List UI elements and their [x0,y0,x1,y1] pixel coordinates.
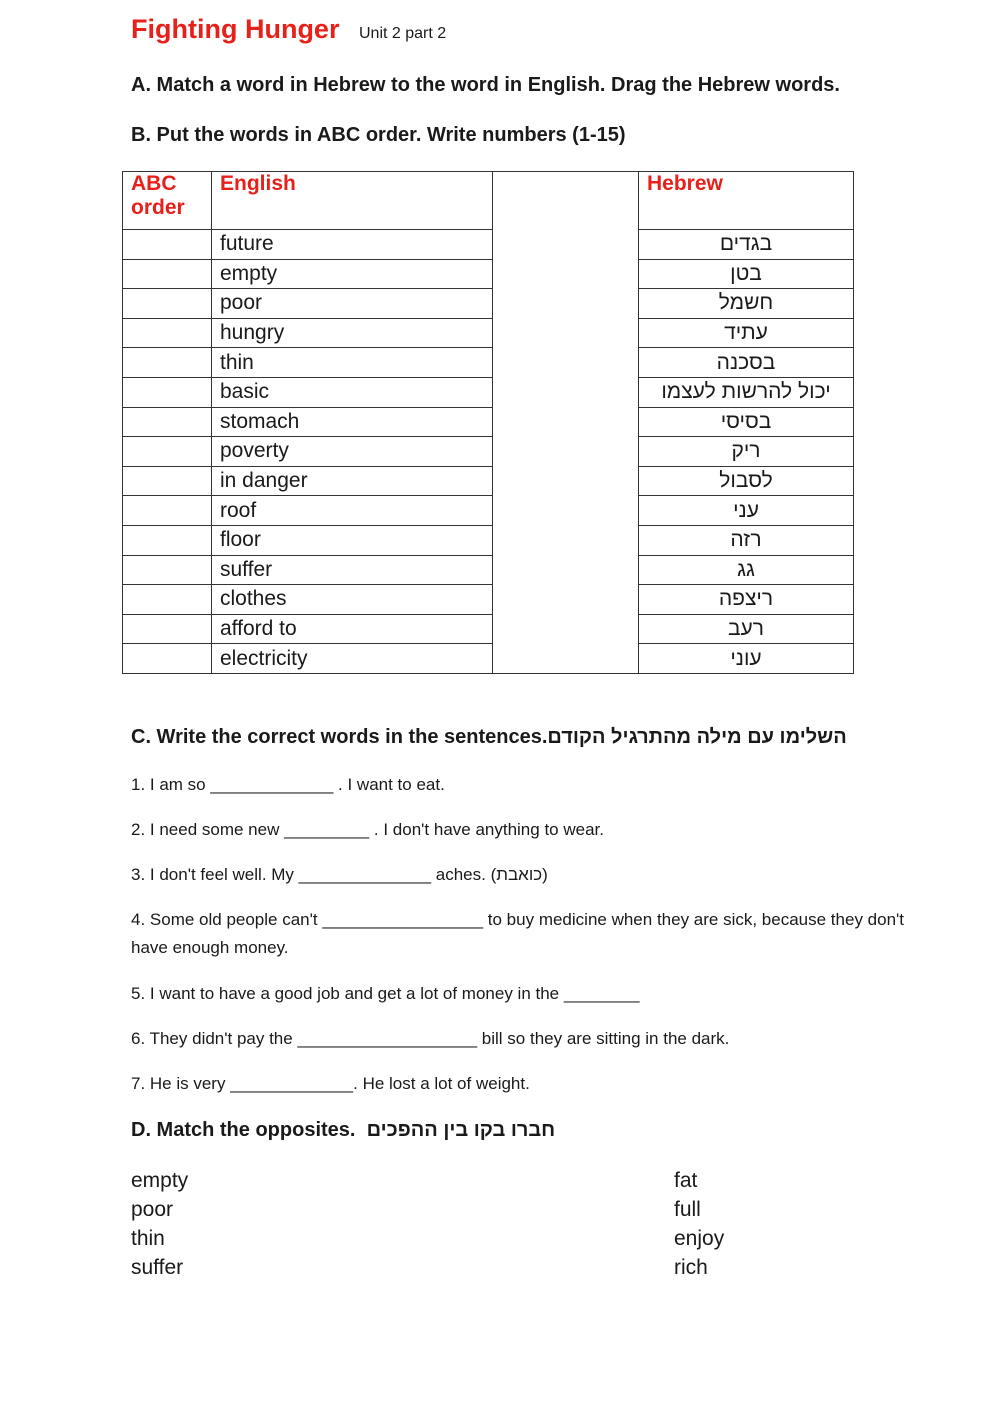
vocab-table [122,171,854,674]
english-word: electricity [212,644,493,674]
section-c-heading [131,726,847,749]
table-row [123,437,854,467]
section-b-heading: B. Put the words in ABC order. Write numbers (1-15) [131,124,626,146]
table-row [123,348,854,378]
sentence-2 [131,816,604,844]
hebrew-word[interactable]: ריק [639,437,854,467]
english-word: hungry [212,318,493,348]
opposite-left-item[interactable]: poor [131,1198,174,1221]
section-d-heading-he: חברו בקו בין ההפכים [366,1119,556,1141]
table-row [123,644,854,674]
order-input[interactable] [123,585,212,615]
sentence-text: ) [542,865,548,884]
section-d-heading [131,1119,555,1142]
order-input[interactable] [123,259,212,289]
opposites-right-list [674,1166,724,1282]
english-word: thin [212,348,493,378]
table-row [123,525,854,555]
opposite-right-item[interactable]: full [674,1198,701,1221]
sentence-text: 5. I want to have a good job and get a lot of money in the [131,984,564,1003]
opposite-left-item[interactable]: thin [131,1227,165,1250]
english-word: in danger [212,466,493,496]
page-subtitle: Unit 2 part 2 [359,25,447,42]
table-row [123,407,854,437]
header-abc-order: ABC order [123,172,212,230]
hebrew-word[interactable]: חשמל [639,289,854,319]
sentence-1 [131,771,445,799]
order-input[interactable] [123,437,212,467]
sentence-text: . I don't have anything to wear. [369,820,604,839]
table-row [123,377,854,407]
table-row [123,230,854,260]
hebrew-word[interactable]: עתיד [639,318,854,348]
page-title: Fighting Hunger [131,14,340,44]
english-word: stomach [212,407,493,437]
sentence-text: bill so they are sitting in the dark. [477,1029,730,1048]
sentence-text: 7. He is very [131,1074,231,1093]
hebrew-word[interactable]: רעב [639,614,854,644]
hebrew-word[interactable]: בסיסי [639,407,854,437]
hebrew-hint: כואבת [496,865,543,884]
table-row [123,585,854,615]
order-input[interactable] [123,614,212,644]
order-input[interactable] [123,318,212,348]
order-input[interactable] [123,496,212,526]
table-row [123,614,854,644]
order-input[interactable] [123,466,212,496]
hebrew-word[interactable]: לסבול [639,466,854,496]
opposite-right-item[interactable]: fat [674,1169,698,1192]
sentence-5 [131,980,640,1008]
table-header-row [123,172,854,230]
order-input[interactable] [123,377,212,407]
blank-2[interactable]: _________ [284,820,370,839]
english-word: clothes [212,585,493,615]
section-d-heading-en: D. Match the opposites. [131,1119,356,1141]
section-c-heading-he: השלימו עם מילה מהתרגיל הקודם [547,726,847,748]
hebrew-word[interactable]: ריצפה [639,585,854,615]
section-a-heading: A. Match a word in Hebrew to the word in English. Drag the Hebrew words. [131,74,840,96]
blank-5[interactable]: ________ [563,984,640,1003]
sentence-3 [131,861,548,889]
blank-7[interactable]: _____________ [230,1074,354,1093]
english-word: floor [212,525,493,555]
sentence-6 [131,1025,729,1053]
opposite-right-item[interactable]: enjoy [674,1227,725,1250]
hebrew-word[interactable]: גג [639,555,854,585]
order-input[interactable] [123,555,212,585]
english-word: poor [212,289,493,319]
english-word: poverty [212,437,493,467]
table-row [123,555,854,585]
hebrew-word[interactable]: עוני [639,644,854,674]
hebrew-word[interactable]: עני [639,496,854,526]
order-input[interactable] [123,644,212,674]
english-word: afford to [212,614,493,644]
order-input[interactable] [123,348,212,378]
table-row [123,289,854,319]
order-input[interactable] [123,525,212,555]
sentence-text: 2. I need some new [131,820,285,839]
section-c-heading-en: C. Write the correct words in the sentences. [131,726,548,748]
order-input[interactable] [123,407,212,437]
blank-4[interactable]: _________________ [322,910,484,929]
blank-3[interactable]: ______________ [298,865,432,884]
sentence-7 [131,1070,530,1098]
hebrew-word[interactable]: בגדים [639,230,854,260]
hebrew-word[interactable]: רזה [639,525,854,555]
table-row [123,466,854,496]
header-english: English [212,172,493,230]
english-word: future [212,230,493,260]
opposite-left-item[interactable]: suffer [131,1256,184,1279]
sentence-text: 3. I don't feel well. My [131,865,299,884]
order-input[interactable] [123,289,212,319]
table-row [123,318,854,348]
sentence-text: 6. They didn't pay the [131,1029,298,1048]
blank-6[interactable]: ___________________ [297,1029,478,1048]
hebrew-word[interactable]: בסכנה [639,348,854,378]
sentence-text: . I want to eat. [333,775,445,794]
english-word: empty [212,259,493,289]
english-word: suffer [212,555,493,585]
sentence-text: 4. Some old people can't [131,910,323,929]
order-input[interactable] [123,230,212,260]
english-word: basic [212,377,493,407]
sentence-text: to buy medicine when they are sick, because they don't have enough money. [131,910,904,957]
opposite-left-item[interactable]: empty [131,1169,189,1192]
english-word: roof [212,496,493,526]
blank-1[interactable]: _____________ [210,775,334,794]
hebrew-word[interactable]: בטן [639,259,854,289]
sentence-text: 1. I am so [131,775,211,794]
drop-zone[interactable] [493,172,639,674]
opposite-right-item[interactable]: rich [674,1256,708,1279]
hebrew-word[interactable]: יכול להרשות לעצמו [639,377,854,407]
table-row [123,496,854,526]
table-row [123,259,854,289]
opposites-left-list [131,1166,188,1282]
sentence-text: . He lost a lot of weight. [353,1074,530,1093]
sentence-text: aches. ( [431,865,497,884]
header-hebrew: Hebrew [639,172,854,230]
sentence-4 [131,906,931,962]
